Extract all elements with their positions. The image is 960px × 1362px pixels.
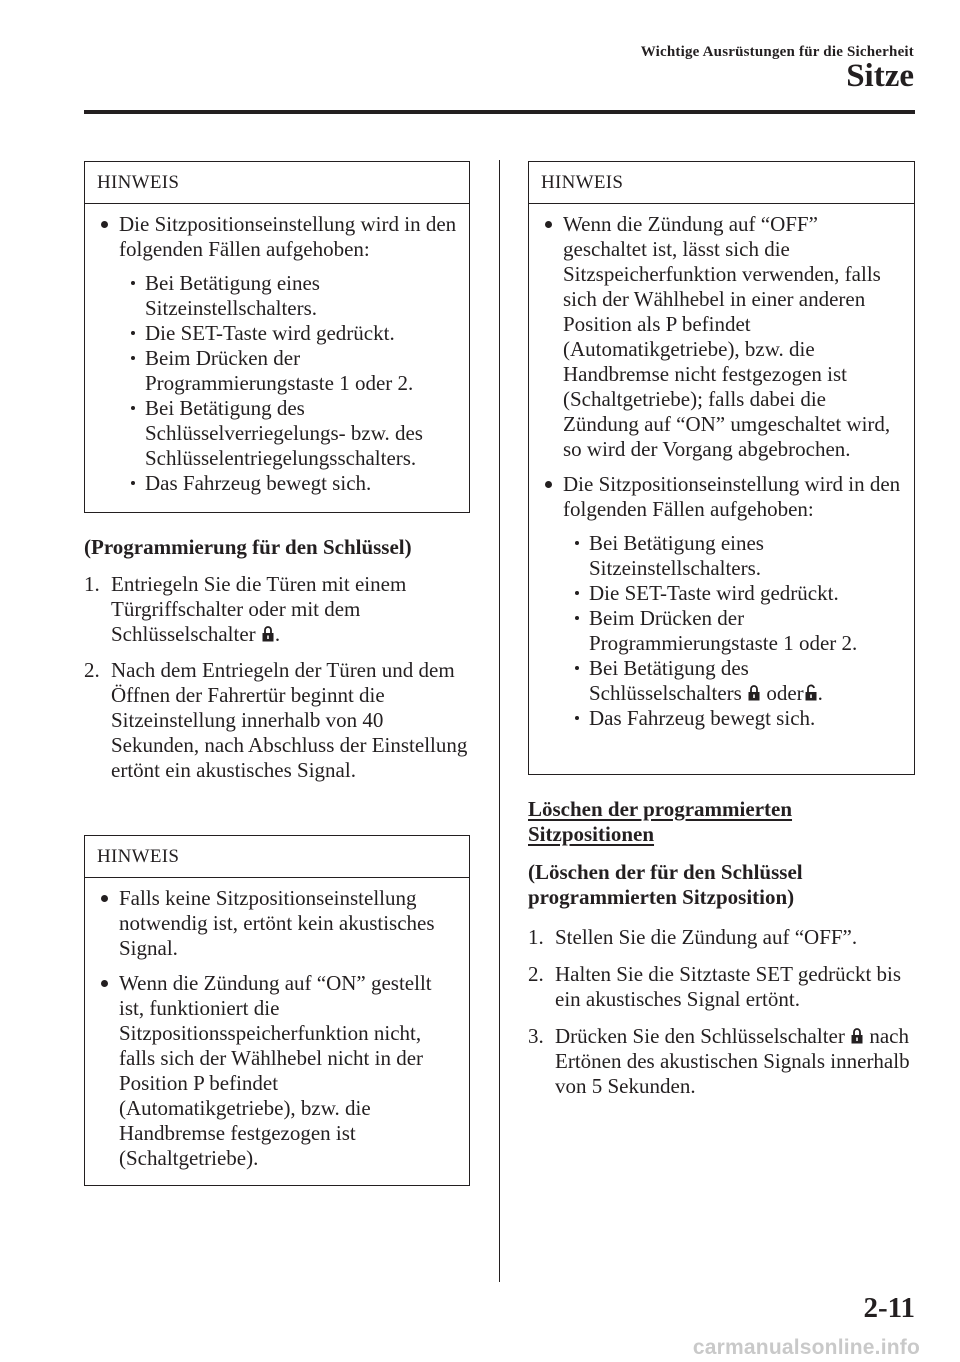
page-number: 2-11 (863, 1292, 915, 1324)
note-sub-item: Bei Betätigung des Schlüsselschalters oder . (541, 656, 904, 706)
note-label: HINWEIS (85, 836, 469, 878)
note-sub-item: Bei Betätigung eines Sitzeinstellschalters. (97, 271, 459, 321)
note-bullet: Die Sitzpositionseinstellung wird in den folgenden Fällen aufgehoben: Bei Betätigung eines Sitzeinstellschalters. Die SET-Taste wird gedrückt. Beim Drücken der Programmierungstaste 1 oder 2. Bei Betätigung des Schlüsselschalters oder . Das Fahrzeug bewegt sich. (541, 472, 904, 731)
step-3: 3. Drücken Sie den Schlüsselschalter nach Ertönen des akustischen Signals innerhalb von 5 Sekunden. (528, 1024, 910, 1098)
lock-icon (748, 684, 760, 701)
chapter-subtitle: Wichtige Ausrüstungen für die Sicherheit (640, 44, 914, 60)
note-bullet: Wenn die Zündung auf “OFF” geschaltet ist, lässt sich die Sitzspeicherfunktion verwenden, falls sich der Wählhebel in einer anderen Position als P befindet (Automatikgetriebe), bzw. die Handbremse nicht festgezogen ist (Schaltgetriebe); falls dabei die Zündung auf “ON” umgeschaltet wird, so wird der Vorgang abgebrochen. (541, 212, 904, 462)
note-bullet: Wenn die Zündung auf “ON” gestellt ist, funktioniert die Sitzpositionsspeicherfunktion nicht, falls sich der Wählhebel nicht in der Position P befindet (Automatikgetriebe), bzw. die Handbremse festgezogen ist (Schaltgetriebe). (97, 971, 459, 1171)
note-label: HINWEIS (529, 162, 914, 204)
page-title: Sitze (846, 58, 914, 94)
note-sub-item: Beim Drücken der Programmierungstaste 1 oder 2. (97, 346, 459, 396)
note-sub-item: Die SET-Taste wird gedrückt. (97, 321, 459, 346)
note-sub-item: Bei Betätigung eines Sitzeinstellschalters. (541, 531, 904, 581)
section-heading-delete: Löschen der programmierten Sitzpositionen (528, 797, 793, 846)
note-sub-item: Bei Betätigung des Schlüsselverriegelungs- bzw. des Schlüsselentriegelungsschalters. (97, 396, 459, 471)
note-label: HINWEIS (85, 162, 469, 204)
note-sub-item: Das Fahrzeug bewegt sich. (541, 706, 904, 731)
step-2: 2. Halten Sie die Sitztaste SET gedrückt bis ein akustisches Signal ertönt. (528, 962, 902, 1011)
note-box-1 (84, 161, 470, 513)
column-divider (499, 160, 500, 1282)
lock-icon (262, 625, 274, 642)
section-heading-key-programming: (Programmierung für den Schlüssel) (84, 535, 412, 559)
note-box-2 (84, 835, 470, 1186)
step-1: 1. Stellen Sie die Zündung auf “OFF”. (528, 925, 858, 949)
unlock-icon (805, 684, 817, 701)
note-bullet: Falls keine Sitzpositionseinstellung notwendig ist, ertönt kein akustisches Signal. (97, 886, 459, 961)
subheading-delete-key: (Löschen der für den Schlüssel programmierten Sitzposition) (528, 860, 803, 909)
note-box-3 (528, 161, 915, 775)
step-2: 2. Nach dem Entriegeln der Türen und dem Öffnen der Fahrertür beginnt die Sitzeinstellung innerhalb von 40 Sekunden, nach Abschluss der Einstellung ertönt ein akustisches Signal. (84, 658, 468, 782)
step-1: 1. Entriegeln Sie die Türen mit einem Türgriffschalter oder mit dem Schlüsselschalter . (84, 572, 407, 646)
note-bullet: Die Sitzpositionseinstellung wird in den folgenden Fällen aufgehoben: Bei Betätigung eines Sitzeinstellschalters. Die SET-Taste wird gedrückt. Beim Drücken der Programmierungstaste 1 oder 2. Bei Betätigung des Schlüsselverriegelungs- bzw. des Schlüsselentriegelungsschalters. Das Fahrzeug bewegt sich. (97, 212, 459, 496)
note-sub-item: Das Fahrzeug bewegt sich. (97, 471, 459, 496)
delete-steps (528, 925, 918, 1099)
watermark-url: carmanualsonline.info (692, 1336, 920, 1359)
header-rule (84, 110, 915, 114)
lock-icon (851, 1027, 863, 1044)
note-sub-item: Beim Drücken der Programmierungstaste 1 oder 2. (541, 606, 904, 656)
note-sub-item: Die SET-Taste wird gedrückt. (541, 581, 904, 606)
key-steps (84, 572, 474, 783)
